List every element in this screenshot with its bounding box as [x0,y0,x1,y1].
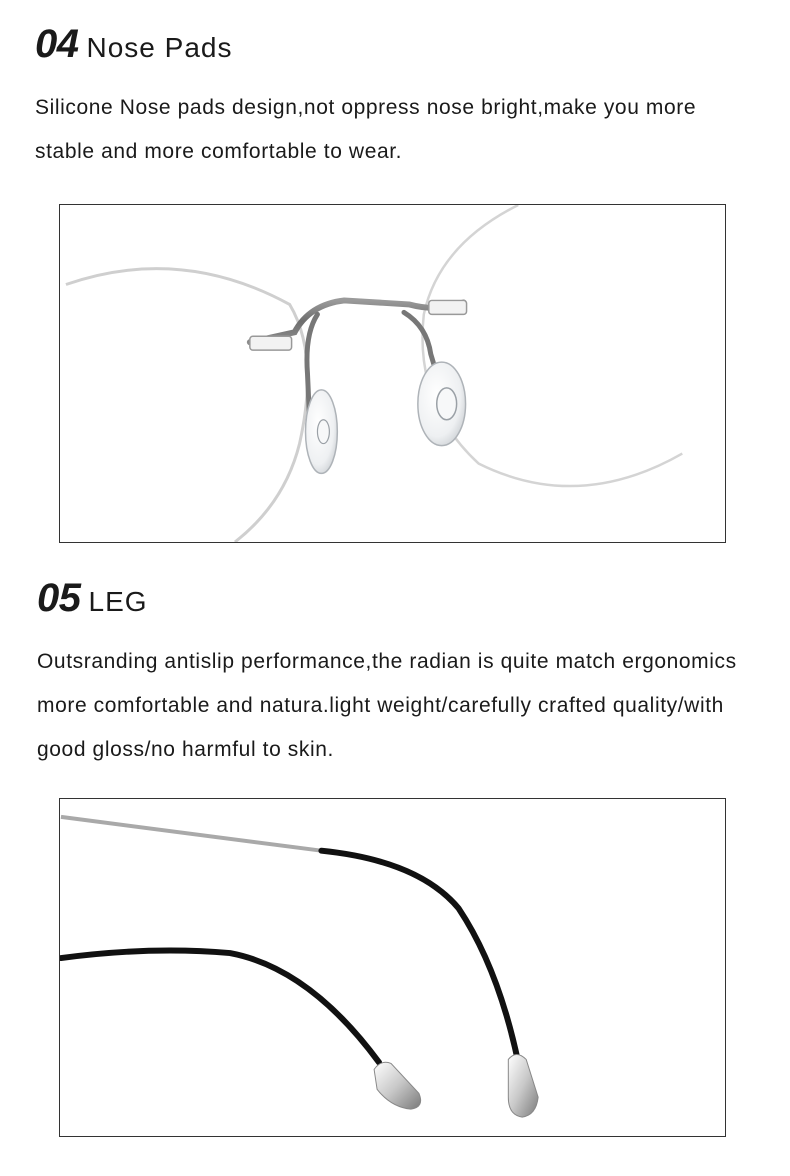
section-04-title [35,22,232,67]
section-number: 05 [37,576,81,620]
section-label: LEG [88,586,148,617]
section-04-description: Silicone Nose pads design,not oppress nose bright,make you more stable and more comfortable to wear. [35,96,697,163]
leg-photo [59,798,726,1137]
section-number: 04 [35,22,79,66]
glasses-bridge-illustration [60,205,725,542]
section-05-title [37,576,148,621]
section-05-description: Outsranding antislip performance,the radian is quite match ergonomics more comfortable and natura.light weight/carefully crafted quality/with good gloss/no harmful to skin. [37,650,737,761]
nose-pads-photo [59,204,726,543]
section-label: Nose Pads [86,32,233,63]
temple-tips-illustration [60,799,725,1136]
